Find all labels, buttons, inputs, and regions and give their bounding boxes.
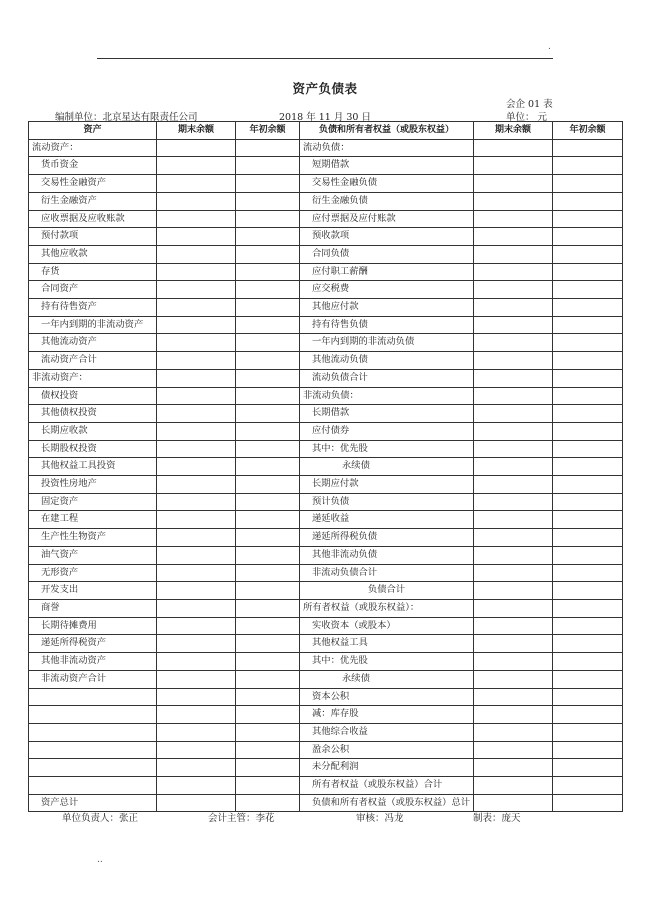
liability-begin-balance-cell (553, 157, 623, 175)
table-row (29, 688, 623, 706)
asset-end-balance-cell (157, 706, 236, 724)
liability-end-balance-cell (474, 741, 553, 759)
asset-begin-balance-cell (236, 263, 300, 281)
liability-equity-item: 流动负债合计 (300, 369, 474, 387)
liability-begin-balance-cell (553, 369, 623, 387)
table-row (29, 476, 623, 494)
asset-end-balance-cell (157, 440, 236, 458)
asset-item: 生产性生物资产 (29, 529, 157, 547)
col-header-assets: 资产 (29, 122, 157, 140)
table-row (29, 653, 623, 671)
table-row (29, 741, 623, 759)
liability-begin-balance-cell (553, 794, 623, 812)
liability-begin-balance-cell (553, 263, 623, 281)
table-row (29, 599, 623, 617)
asset-begin-balance-cell (236, 352, 300, 370)
liability-begin-balance-cell (553, 281, 623, 299)
liability-begin-balance-cell (553, 653, 623, 671)
liability-begin-balance-cell (553, 334, 623, 352)
asset-item: 存货 (29, 263, 157, 281)
unit-head-signature: 单位负责人：张正 (62, 813, 139, 824)
liability-equity-item: 负债合计 (300, 582, 474, 600)
liability-equity-item: 短期借款 (300, 157, 474, 175)
liability-end-balance-cell (474, 653, 553, 671)
table-row (29, 440, 623, 458)
liability-equity-item: 递延收益 (300, 511, 474, 529)
asset-item: 在建工程 (29, 511, 157, 529)
asset-item: 长期待摊费用 (29, 617, 157, 635)
liability-equity-item: 交易性金融负债 (300, 175, 474, 193)
liability-equity-item: 预收款项 (300, 228, 474, 246)
liability-equity-item: 所有者权益（或股东权益）合计 (300, 777, 474, 795)
asset-begin-balance-cell (236, 635, 300, 653)
asset-item: 其他非流动资产 (29, 653, 157, 671)
liability-equity-item: 其他流动负债 (300, 352, 474, 370)
liability-equity-item: 合同负债 (300, 245, 474, 263)
liability-begin-balance-cell (553, 706, 623, 724)
asset-end-balance-cell (157, 139, 236, 157)
table-row (29, 352, 623, 370)
liability-begin-balance-cell (553, 546, 623, 564)
asset-begin-balance-cell (236, 405, 300, 423)
liability-end-balance-cell (474, 458, 553, 476)
table-row (29, 723, 623, 741)
corner-mark: . (548, 42, 551, 52)
asset-end-balance-cell (157, 263, 236, 281)
asset-begin-balance-cell (236, 228, 300, 246)
asset-end-balance-cell (157, 635, 236, 653)
asset-end-balance-cell (157, 387, 236, 405)
page-title: 资产负债表 (292, 81, 358, 96)
asset-end-balance-cell (157, 316, 236, 334)
liability-equity-item: 其他非流动负债 (300, 546, 474, 564)
asset-begin-balance-cell (236, 210, 300, 228)
asset-begin-balance-cell (236, 546, 300, 564)
report-date: 2018 年 11 月 30 日 (279, 112, 371, 123)
liability-equity-item: 其中：优先股 (300, 653, 474, 671)
asset-begin-balance-cell (236, 334, 300, 352)
asset-begin-balance-cell (236, 511, 300, 529)
table-row (29, 210, 623, 228)
asset-item: 其他债权投资 (29, 405, 157, 423)
asset-item: 其他应收款 (29, 245, 157, 263)
liability-equity-item: 应付票据及应付账款 (300, 210, 474, 228)
liability-begin-balance-cell (553, 192, 623, 210)
liability-end-balance-cell (474, 688, 553, 706)
asset-begin-balance-cell (236, 192, 300, 210)
liability-begin-balance-cell (553, 564, 623, 582)
asset-item: 流动资产合计 (29, 352, 157, 370)
liability-begin-balance-cell (553, 316, 623, 334)
liability-end-balance-cell (474, 369, 553, 387)
liability-equity-item: 持有待售负债 (300, 316, 474, 334)
liability-end-balance-cell (474, 476, 553, 494)
table-row (29, 670, 623, 688)
col-header-assets-begin-balance: 年初余额 (236, 122, 300, 140)
table-header-row (29, 122, 623, 140)
asset-begin-balance-cell (236, 175, 300, 193)
liability-end-balance-cell (474, 635, 553, 653)
asset-item: 应收票据及应收账款 (29, 210, 157, 228)
table-row (29, 706, 623, 724)
asset-item (29, 688, 157, 706)
liability-end-balance-cell (474, 564, 553, 582)
asset-end-balance-cell (157, 299, 236, 317)
asset-end-balance-cell (157, 617, 236, 635)
table-row (29, 369, 623, 387)
liability-equity-item: 资本公积 (300, 688, 474, 706)
liability-end-balance-cell (474, 582, 553, 600)
asset-item (29, 777, 157, 795)
asset-item (29, 723, 157, 741)
asset-item: 递延所得税资产 (29, 635, 157, 653)
auditor-signature: 审核：冯龙 (356, 813, 404, 824)
liability-begin-balance-cell (553, 245, 623, 263)
table-row (29, 281, 623, 299)
asset-begin-balance-cell (236, 599, 300, 617)
liability-equity-item: 递延所得税负债 (300, 529, 474, 547)
asset-begin-balance-cell (236, 299, 300, 317)
asset-item: 其他流动资产 (29, 334, 157, 352)
asset-end-balance-cell (157, 192, 236, 210)
liability-equity-item: 应付债券 (300, 422, 474, 440)
asset-item (29, 741, 157, 759)
liability-begin-balance-cell (553, 387, 623, 405)
asset-end-balance-cell (157, 281, 236, 299)
asset-begin-balance-cell (236, 157, 300, 175)
form-code: 会企 01 表 (506, 99, 553, 110)
asset-begin-balance-cell (236, 493, 300, 511)
liability-begin-balance-cell (553, 617, 623, 635)
table-row (29, 458, 623, 476)
asset-item: 非流动资产合计 (29, 670, 157, 688)
col-header-liabilities-end-balance: 期末余额 (474, 122, 553, 140)
liability-begin-balance-cell (553, 228, 623, 246)
asset-item (29, 759, 157, 777)
liability-equity-item: 其他综合收益 (300, 723, 474, 741)
asset-end-balance-cell (157, 582, 236, 600)
liability-end-balance-cell (474, 529, 553, 547)
liability-equity-item: 其他权益工具 (300, 635, 474, 653)
asset-item: 长期股权投资 (29, 440, 157, 458)
liability-end-balance-cell (474, 546, 553, 564)
liability-end-balance-cell (474, 175, 553, 193)
asset-item: 投资性房地产 (29, 476, 157, 494)
table-row (29, 299, 623, 317)
asset-begin-balance-cell (236, 564, 300, 582)
asset-item: 商誉 (29, 599, 157, 617)
asset-end-balance-cell (157, 511, 236, 529)
table-row (29, 546, 623, 564)
liability-begin-balance-cell (553, 422, 623, 440)
asset-end-balance-cell (157, 175, 236, 193)
asset-item: 固定资产 (29, 493, 157, 511)
col-header-liabilities-begin-balance: 年初余额 (553, 122, 623, 140)
col-header-liabilities-equity: 负债和所有者权益（或股东权益） (300, 122, 474, 140)
liability-end-balance-cell (474, 706, 553, 724)
liability-end-balance-cell (474, 759, 553, 777)
liability-equity-item: 预计负债 (300, 493, 474, 511)
liability-equity-item: 非流动负债合计 (300, 564, 474, 582)
liability-equity-item: 长期应付款 (300, 476, 474, 494)
liability-equity-item: 负债和所有者权益（或股东权益）总计 (300, 794, 474, 812)
liability-end-balance-cell (474, 192, 553, 210)
table-row (29, 493, 623, 511)
asset-end-balance-cell (157, 599, 236, 617)
asset-end-balance-cell (157, 759, 236, 777)
liability-equity-item: 减：库存股 (300, 706, 474, 724)
table-row (29, 422, 623, 440)
table-row (29, 635, 623, 653)
asset-begin-balance-cell (236, 688, 300, 706)
asset-begin-balance-cell (236, 759, 300, 777)
asset-begin-balance-cell (236, 476, 300, 494)
asset-end-balance-cell (157, 352, 236, 370)
liability-begin-balance-cell (553, 299, 623, 317)
liability-begin-balance-cell (553, 458, 623, 476)
asset-item: 非流动资产： (29, 369, 157, 387)
currency-unit: 单位： 元 (506, 112, 548, 123)
asset-end-balance-cell (157, 157, 236, 175)
liability-end-balance-cell (474, 352, 553, 370)
bottom-mark: .. (97, 855, 103, 865)
liability-begin-balance-cell (553, 777, 623, 795)
liability-end-balance-cell (474, 422, 553, 440)
liability-end-balance-cell (474, 334, 553, 352)
asset-item: 开发支出 (29, 582, 157, 600)
liability-equity-item: 一年内到期的非流动负债 (300, 334, 474, 352)
col-header-assets-end-balance: 期末余额 (157, 122, 236, 140)
preparer-signature: 制表：庞天 (473, 813, 521, 824)
asset-begin-balance-cell (236, 316, 300, 334)
asset-item: 资产总计 (29, 794, 157, 812)
asset-item: 交易性金融资产 (29, 175, 157, 193)
table-row (29, 334, 623, 352)
asset-end-balance-cell (157, 493, 236, 511)
liability-begin-balance-cell (553, 688, 623, 706)
liability-end-balance-cell (474, 493, 553, 511)
table-row (29, 582, 623, 600)
table-row (29, 192, 623, 210)
asset-end-balance-cell (157, 777, 236, 795)
liability-end-balance-cell (474, 617, 553, 635)
asset-item (29, 706, 157, 724)
liability-end-balance-cell (474, 777, 553, 795)
asset-begin-balance-cell (236, 670, 300, 688)
liability-equity-item: 衍生金融负债 (300, 192, 474, 210)
chief-accountant-signature: 会计主管：李花 (208, 813, 275, 824)
liability-end-balance-cell (474, 440, 553, 458)
liability-begin-balance-cell (553, 405, 623, 423)
liability-begin-balance-cell (553, 511, 623, 529)
liability-equity-item: 流动负债： (300, 139, 474, 157)
liability-begin-balance-cell (553, 476, 623, 494)
asset-begin-balance-cell (236, 777, 300, 795)
asset-end-balance-cell (157, 653, 236, 671)
asset-end-balance-cell (157, 210, 236, 228)
liability-begin-balance-cell (553, 599, 623, 617)
asset-begin-balance-cell (236, 440, 300, 458)
asset-begin-balance-cell (236, 741, 300, 759)
table-row (29, 387, 623, 405)
asset-end-balance-cell (157, 334, 236, 352)
asset-begin-balance-cell (236, 245, 300, 263)
balance-sheet-table (28, 121, 623, 812)
asset-end-balance-cell (157, 228, 236, 246)
asset-begin-balance-cell (236, 617, 300, 635)
asset-item: 衍生金融资产 (29, 192, 157, 210)
asset-end-balance-cell (157, 369, 236, 387)
asset-end-balance-cell (157, 670, 236, 688)
asset-begin-balance-cell (236, 706, 300, 724)
asset-item: 货币资金 (29, 157, 157, 175)
asset-end-balance-cell (157, 741, 236, 759)
liability-end-balance-cell (474, 157, 553, 175)
liability-end-balance-cell (474, 139, 553, 157)
liability-end-balance-cell (474, 281, 553, 299)
liability-begin-balance-cell (553, 582, 623, 600)
table-row (29, 175, 623, 193)
liability-equity-item: 非流动负债： (300, 387, 474, 405)
table-row (29, 228, 623, 246)
asset-item: 一年内到期的非流动资产 (29, 316, 157, 334)
liability-equity-item: 盈余公积 (300, 741, 474, 759)
liability-end-balance-cell (474, 387, 553, 405)
asset-item: 预付款项 (29, 228, 157, 246)
asset-end-balance-cell (157, 458, 236, 476)
liability-begin-balance-cell (553, 635, 623, 653)
asset-end-balance-cell (157, 564, 236, 582)
asset-begin-balance-cell (236, 369, 300, 387)
liability-equity-item: 永续债 (300, 458, 474, 476)
asset-begin-balance-cell (236, 723, 300, 741)
asset-end-balance-cell (157, 245, 236, 263)
asset-end-balance-cell (157, 529, 236, 547)
liability-end-balance-cell (474, 405, 553, 423)
liability-begin-balance-cell (553, 741, 623, 759)
asset-begin-balance-cell (236, 458, 300, 476)
asset-item: 长期应收款 (29, 422, 157, 440)
asset-end-balance-cell (157, 422, 236, 440)
table-row (29, 777, 623, 795)
table-row (29, 263, 623, 281)
asset-item: 其他权益工具投资 (29, 458, 157, 476)
asset-begin-balance-cell (236, 582, 300, 600)
asset-begin-balance-cell (236, 281, 300, 299)
asset-item: 持有待售资产 (29, 299, 157, 317)
liability-begin-balance-cell (553, 529, 623, 547)
asset-item: 流动资产： (29, 139, 157, 157)
table-row (29, 564, 623, 582)
table-row (29, 139, 623, 157)
asset-item: 合同资产 (29, 281, 157, 299)
liability-equity-item: 所有者权益（或股东权益）： (300, 599, 474, 617)
liability-begin-balance-cell (553, 759, 623, 777)
asset-begin-balance-cell (236, 387, 300, 405)
asset-begin-balance-cell (236, 139, 300, 157)
liability-end-balance-cell (474, 599, 553, 617)
table-row (29, 316, 623, 334)
liability-equity-item: 永续债 (300, 670, 474, 688)
asset-end-balance-cell (157, 723, 236, 741)
liability-end-balance-cell (474, 723, 553, 741)
liability-begin-balance-cell (553, 210, 623, 228)
liability-equity-item: 应付职工薪酬 (300, 263, 474, 281)
header-rule (97, 58, 553, 59)
liability-equity-item: 长期借款 (300, 405, 474, 423)
asset-end-balance-cell (157, 405, 236, 423)
liability-equity-item: 其中：优先股 (300, 440, 474, 458)
liability-equity-item: 未分配利润 (300, 759, 474, 777)
asset-item: 债权投资 (29, 387, 157, 405)
liability-begin-balance-cell (553, 175, 623, 193)
liability-equity-item: 应交税费 (300, 281, 474, 299)
liability-begin-balance-cell (553, 723, 623, 741)
asset-end-balance-cell (157, 688, 236, 706)
liability-end-balance-cell (474, 263, 553, 281)
asset-begin-balance-cell (236, 422, 300, 440)
asset-begin-balance-cell (236, 653, 300, 671)
asset-item: 油气资产 (29, 546, 157, 564)
asset-item: 无形资产 (29, 564, 157, 582)
liability-end-balance-cell (474, 245, 553, 263)
liability-end-balance-cell (474, 228, 553, 246)
table-row (29, 759, 623, 777)
liability-begin-balance-cell (553, 352, 623, 370)
asset-end-balance-cell (157, 546, 236, 564)
table-row (29, 529, 623, 547)
table-row (29, 245, 623, 263)
liability-equity-item: 其他应付款 (300, 299, 474, 317)
preparing-unit: 编制单位：北京星达有限责任公司 (55, 112, 198, 123)
asset-end-balance-cell (157, 476, 236, 494)
liability-end-balance-cell (474, 210, 553, 228)
table-row (29, 617, 623, 635)
liability-end-balance-cell (474, 316, 553, 334)
table-row (29, 157, 623, 175)
liability-equity-item: 实收资本（或股本） (300, 617, 474, 635)
liability-end-balance-cell (474, 670, 553, 688)
table-row (29, 511, 623, 529)
table-row (29, 405, 623, 423)
liability-begin-balance-cell (553, 440, 623, 458)
liability-begin-balance-cell (553, 139, 623, 157)
liability-end-balance-cell (474, 299, 553, 317)
liability-end-balance-cell (474, 511, 553, 529)
asset-begin-balance-cell (236, 529, 300, 547)
liability-begin-balance-cell (553, 493, 623, 511)
liability-begin-balance-cell (553, 670, 623, 688)
